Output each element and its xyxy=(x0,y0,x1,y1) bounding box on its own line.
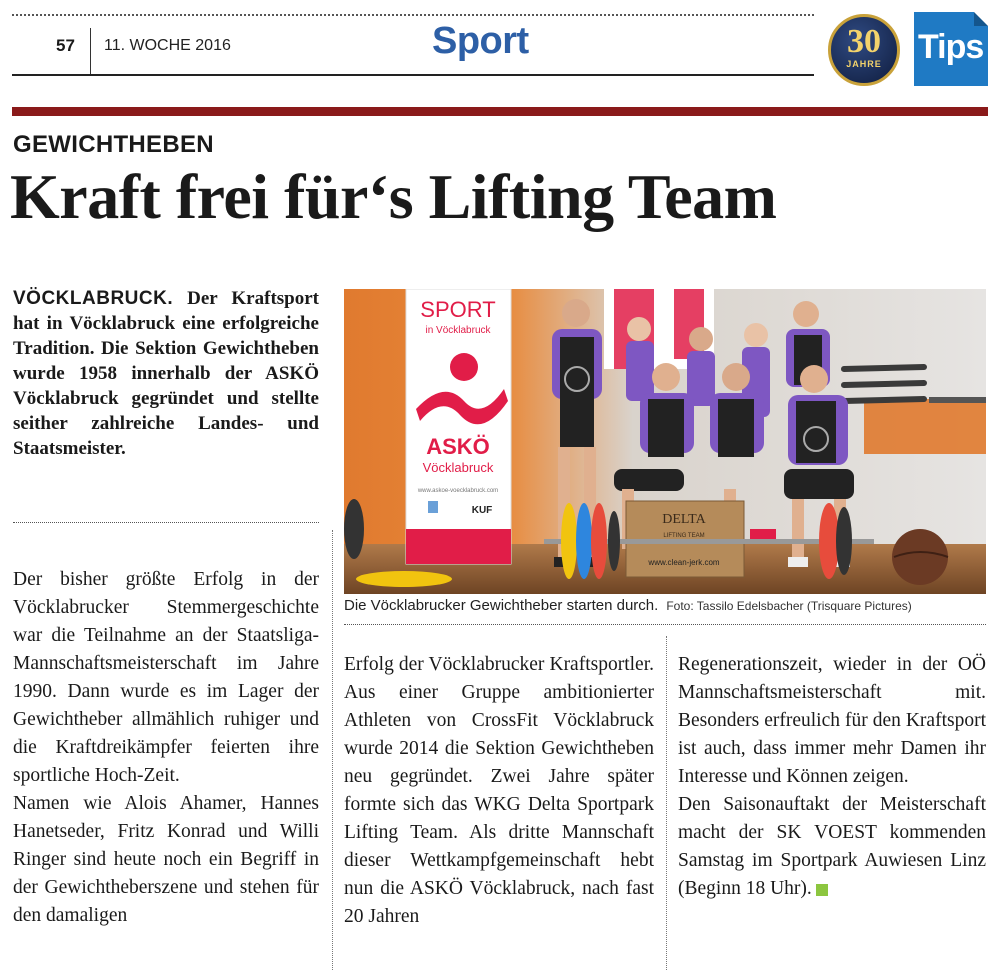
article-lead xyxy=(13,286,319,461)
anniversary-badge xyxy=(828,14,900,86)
page-number: 57 xyxy=(56,36,75,55)
col3-paragraph-2-text: Den Saisonauftakt der Meisterschaft macht der SK VOEST kommenden Samstag im Sportpark Auwiesen Linz (Beginn 18 Uhr). xyxy=(678,794,986,899)
lead-location: VÖCKLABRUCK. xyxy=(13,288,174,309)
header-rule xyxy=(12,74,814,76)
box-delta-text: DELTA xyxy=(662,512,706,527)
lead-dotted-rule xyxy=(13,522,319,523)
header-divider xyxy=(90,28,91,76)
banner-askoe-sub: Vöcklabruck xyxy=(422,460,494,475)
col1-paragraph-1: Der bisher größte Erfolg in der Vöcklabrucker Stemmergeschichte war die Teilnahme an der Staatsliga-Mannschaftsmeisterschaft im Jahre 1990. Dann wurde es im Lager der Gewichtheber allmählich ruhiger und die Kraftdreikämpfer feierten ihre sportliche Hoch-Zeit. xyxy=(13,569,319,786)
header-top-dotted-rule xyxy=(12,14,814,16)
team-photo xyxy=(344,289,986,594)
col2-paragraph-1: Erfolg der Vöcklabrucker Kraftsportler. Aus einer Gruppe ambitionierter Athleten von CrossFit Vöcklabruck wurde 2014 die Sektion Gewichtheben neu gegründet. Zwei Jahre später formte sich das WKG Delta Sportpark Lifting Team. Als dritte Mannschaft dieser Wettkampfgemeinschaft hebt nun die ASKÖ Vöcklabruck, nach fast 20 Jahren xyxy=(344,654,654,927)
article-column-3 xyxy=(678,651,986,903)
banner-sport-text: SPORT xyxy=(420,297,496,322)
lead-text: Der Kraftsport hat in Vöcklabruck eine erfolgreiche Tradition. Die Sektion Gewichtheben wurde 1958 innerhalb der ASKÖ Vöcklabruck gegründet und stellte seither zahlreiche Landes- und Staatsmeister. xyxy=(13,288,319,459)
column-separator-1 xyxy=(332,530,333,970)
banner-sport-sub: in Vöcklabruck xyxy=(425,325,491,336)
caption-text: Die Vöcklabrucker Gewichtheber starten durch. xyxy=(344,597,659,614)
anniversary-word: JAHRE xyxy=(846,59,882,69)
banner-kuf-logo: KUF xyxy=(471,505,493,516)
box-team-text: LIFTING TEAM xyxy=(663,533,705,539)
article-column-2 xyxy=(344,651,654,931)
column-separator-2 xyxy=(666,636,667,970)
col3-paragraph-2 xyxy=(678,791,986,903)
team-photo-illustration xyxy=(344,289,986,594)
article-column-1 xyxy=(13,566,319,930)
section-title: Sport xyxy=(432,20,529,62)
tips-logo-text: Tips xyxy=(918,28,984,66)
caption-dotted-rule xyxy=(344,624,986,625)
issue-week: 11. WOCHE 2016 xyxy=(104,37,231,54)
tips-logo xyxy=(914,12,988,86)
article-headline: Kraft frei für‘s Lifting Team xyxy=(10,161,777,232)
banner-url: www.askoe-voecklabruck.com xyxy=(417,488,499,494)
photo-caption xyxy=(344,597,986,614)
photo-credit: Foto: Tassilo Edelsbacher (Trisquare Pictures) xyxy=(666,599,912,613)
anniversary-number: 30 xyxy=(847,23,881,60)
tips-logo-fold xyxy=(974,12,988,26)
article-kicker: GEWICHTHEBEN xyxy=(13,131,214,158)
col1-paragraph-2: Namen wie Alois Ahamer, Hannes Hanetseder, Fritz Konrad und Willi Ringer sind heute noch ein Begriff in der Gewichtheberszene und stehen für den damaligen xyxy=(13,793,319,926)
col3-paragraph-1: Regenerationszeit, wieder in der OÖ Mannschaftsmeisterschaft mit. Besonders erfreulich für den Kraftsport ist auch, dass immer mehr Damen ihr Interesse und Können zeigen. xyxy=(678,654,986,787)
end-of-article-mark xyxy=(816,884,828,896)
banner-askoe-text: ASKÖ xyxy=(426,434,490,459)
section-red-bar xyxy=(12,107,988,116)
box-url-text: www.clean-jerk.com xyxy=(648,558,720,567)
